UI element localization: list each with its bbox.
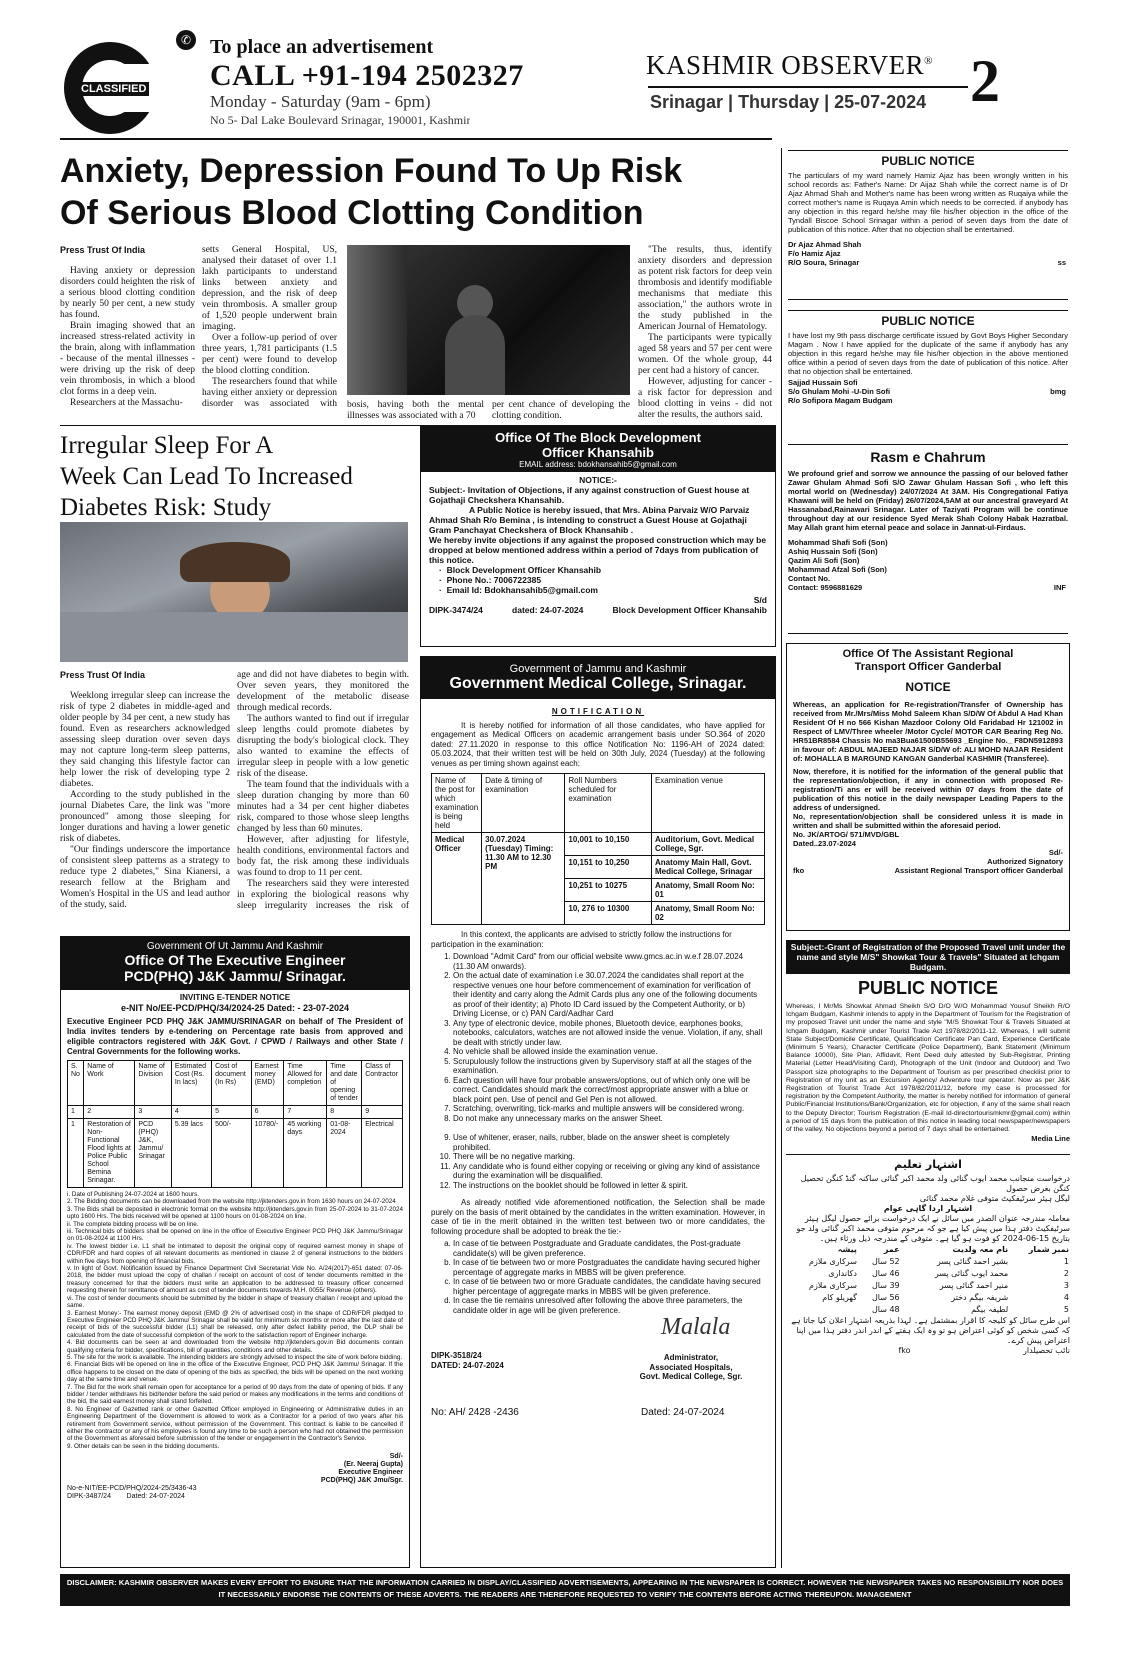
bdo-notice: Office Of The Block Development Officer Khansahib EMAIL address: bdokhansahib5@gmail.com NOTICE:- Subject:- Invitation of Objections, if any against construction of Guest house at Gojathaji Checkshera Khansahib. A Public Notice is hereby issued, that Mrs. Abina Parvaiz W/O Parvaiz Ahmad Shah R/o Bemina , is intending to construct a Guest House at Gojathaji Gram Panchayat Checkshera of Block Khansahib . We hereby invite objections if any against the proposed construction which may be dropped at below mentioned address within a period of 7days from publication of this notice. · Block Development Officer Khansahib · Phone No.: 7006722385 · Email Id: Bdokhansahib5@gmail.com S/d DIPK-3474/24 dated: 24-07-2024 Block Development Officer Khansahib xyxy=(420,425,776,647)
table-row: 4 شریفہ بیگم دختر 56 سال گھریلو کام xyxy=(822,1293,1069,1302)
right-col-divider xyxy=(781,148,782,1568)
table-row: 1 Restoration of Non-Functional Flood lights at Police Public School Bemina Srinagar. PCD (PHQ) J&K, Jammu/ Srinagar 5.39 lacs 500/- 10780/- 45 working days 01-08-2024 Electrical xyxy=(68,1119,403,1188)
tender-terms: i. Date of Publishing 24-07-2024 at 1600 hours. 2. The Bidding documents can be downloaded from the website http://jktenders.gov.in from 1630 hours on 24-07-2024 3. The Bids shall be deposited in electronic format on the website http://jktenders.gov.in from 25-07-2024 to 31-07-2024 upto 1600 Hrs. The bids received will be opened at 1100 hours on 01-08-2024 on line. ii. The complete bidding process will be on line. iii. Technical bids of bidders shall be opened on line in the office of Executive Engineer PCD PHQ J&K Jammu/Srinagar on 01-08-2024 at 1100 Hrs. iv. The lowest bidder i.e. L1 shall be intimated to deposit the original copy of required earnest money in shape of CDR/FDR and hard copies of all relevant documents as mentioned in clause 2 of general instructions to the bidders within five days from opening of financial bids. v. In light of Govt. Notification issued by Finance Department Civil Secretariat Vide No. A/24(2017)-651 dated: 07-06-2018, the bidder must upload the copy of challan / receipt on account of cost of tender documents remitted in the treasury concerned for that the bidders must write an application to be addressed to treasury officer concerned requesting therein for remittance of amount as cost of tender documents towards M.H. 0055/ Revenue (others). vi. The cost of tender documents should be submitted by the bidder in shape of treasury challan / receipt and upload the same. 3. Earnest Money:- The earnest money deposit (EMD @ 2% of advertised cost) in the shape of CDR/FDR pledged to Executive Engineer PCD PHQ J&K Jammu/ Srinagar shall be valid for minimum six months or more after the last date of receipt of bids of the successful bidder (L1) shall be released, only after defect liability period, the DLP shall be calculated from the date of successful completion of the work to the satisfaction report of Engineer incharge. 4. Bid documents can be seen at and downloaded from the website http://jktenders.gov.in Bid documents contain qualifying criteria for bidder, specifications, bill of quantities, conditions and other details. 5. The site for the work is available. The intending bidders are strongly advised to inspect the site of work before bidding. 6. Financial Bids will be opened on line in the office of the Executive Engineer, PCD PHQ J&K Jammu/ Srinagar. If the office happens to be closed on the date of opening of the bids as specified, the bids will be opened on the next working day at the same time and venue. 7. The Bid for the work shall remain open for acceptance for a period of 90 days from the date of opening of bids. If any bidder / tender withdraws his bid/tender before the said period or makes any modifications in the terms and conditions of the bid, the said earnest money shall stand forfeited. 8. No Engineer of Gazetted rank or other Gazetted Officer employed in Engineering or Administrative duties in an Engineering Department of the Government is allowed to work as a Contractor for a period of two years after his retirement from Government service, without permission of the Government. This contract is liable to be cancelled if either the contractor or any of his employees is found any time to be such a person who had not obtained the permission of the Government as aforesaid before submission of the tender or engagement in the Contractor's Service. 9. Other details can be seen in the bidding documents. xyxy=(67,1191,403,1450)
table-row: 5 لطیفہ بیگم 48 سال xyxy=(871,1305,1069,1314)
table-row: 2 محمد ایوب گنائی پسر 46 سال دکانداری xyxy=(828,1269,1069,1278)
article2-col1: Press Trust Of India Weeklong irregular sleep can increase the risk of type 2 diabetes in middle-aged and older people by 34 per cent, a new study has found. Even as researchers acknowledged assessing sleep duration over seven days may not capture long-term sleep patterns, they said changing this lifestyle factor can help lower the risk of developing type 2 diabetes. According to the study published in the journal Diabetes Care, the link was "more pronounced" among those sleeping for longer durations and having a lower genetic risk of diabetes. "Our findings underscore the importance of consistent sleep patterns as a strategy to reduce type 2 diabetes," Sina Kianersi, a research fellow at the Brigham and Women's Hospital in the US and lead author of the study, said. xyxy=(60,670,230,910)
table-row: 10,251 to 10275 Anatomy, Small Room No: 01 xyxy=(432,879,765,902)
table-row: 1 بشیر احمد گنائی پسر 52 سال سرکاری ملازم xyxy=(808,1257,1069,1266)
paper-name: KASHMIR OBSERVER® xyxy=(646,50,933,80)
article1-col5: "The results, thus, identify anxiety disorders and depression as potent risk factors for deep vein thrombosis and identify modifiable mechanisms that mediate this association," the authors wrote in the study published in the American Journal of Hematology. The participants were typically aged 58 years and 57 per cent were women. Of the whole group, 44 per cent had a history of cancer. However, adjusting for cancer - a risk factor for depression and blood clotting in veins - did not alter the results, the authors said. xyxy=(638,245,772,420)
ad-phone: CALL +91-194 2502327 xyxy=(210,59,524,92)
table-row: 3 منیر احمد گنائی پسر 39 سال سرکاری ملازم xyxy=(808,1281,1069,1290)
masthead-rule xyxy=(648,86,968,88)
article2-col2: age and did not have diabetes to begin with. Over seven years, they monitored the development of the metabolic disease through medical records. The authors wanted to find out if irregular sleep lengths could promote diabetes by disrupting the body's biological clock. They also wanted to examine the effects of irregular sleep in people with a low genetic risk of the disease. The team found that the individuals with a sleep duration changing by more than 60 minutes had a 34 per cent higher diabetes risk, compared to those whose sleep lengths changed by less than 60 minutes. However, after adjusting for lifestyle, health conditions, environmental factors and body fat, the risk among these individuals was found to drop to 11 per cent. The researchers said they were interested in exploring the biological reasons why sleep irregularity increases the risk of xyxy=(237,670,409,910)
notice-arto: Office Of The Assistant Regional Transport Officer Ganderbal NOTICE Whereas, an application for Re-registration/Transfer of Ownership has received from Mr./Mrs/Miss Mohd Saleem Khan S/D/W Of Abdul A Had Khan Resident Of H no 566 Kishan Mazdoor Colony Old Faridabad Hr 121002 in Respect of LMV/Three wheeler /Motor Cycle/ MOTOR CAR Bearing Reg No. HR51BR8584 Chassis No ma3Bua61500B55693 _Engine No._ F8DN5912893 in favour of: ABDUL MAJEED NAJAR S/D/W of: ALI MOHD NAJAR Resident of: MOHALLA B MARGUND KANGAN Ganderbal KASHMIR (Transferee). Now, therefore, it is notified for the information of the general public that the representation/objection, if any in connection with proposed Re-registration/Ti ans er will be received within 07 days from the date of publication of this notice in the daily newspaper Leading Papers to the address of undersigned. No, representation/objection shall be considered unless it is made in written and shall be submitted within the aforesaid period. No. JK/ARTOG/ 571/MVD/GBL Dated..23.07-2024 Sd/- Authorized Signatory fko Assistant Regional Transport officer Ganderbal xyxy=(786,643,1070,931)
top-rule xyxy=(60,138,772,140)
instructions-list: 1. Download "Admit Card" from our official website www.gmcs.ac.in w.e.f 28.07.2024 (11.30 AM onwards). 2. On the actual date of examination i.e 30.07.2024 the candidates shall report at the respective venues one hour before commencement of examination for verification of their identity and carry along the Admit Cards plus any one of the following documents as proof of their identity; a) Photo ID Card issued by the Competent Authority, or b) Driving License, or c) PAN Card/Aadhar Card 3. Any type of electronic device, mobile phones, Bluetooth device, earphones books, notebooks, calculators, watches are not allowed inside the venue. Violation, if any, shall be dealt with strictly under law. 4. No vehicle shall be allowed inside the examination venue. 5. Scrupulously follow the instructions given by Supervisory staff at all the stages of the examination. 6. Each question will have four probable answers/options, out of which only one will be correct. Candidates should mark the correct/most appropriate answer with a blue or black point pen. Use of pencil and Gel Pen is not allowed. 7. Scratching, overwriting, tick-marks and multiple answers will be considered wrong. 8. Do not make any unnecessary marks on the answer Sheet. 9. Use of whitener, eraser, nails, rubber, blade on the answer sheet is completely prohibited. 10. There will be no negative marking. 11. Any candidate who is found either copying or receiving or giving any kind of assistance during the examination will be disqualified. 12. The instructions on the booklet should be followed in letter & spirit. xyxy=(431,952,765,1190)
sleep-photo xyxy=(60,522,408,662)
table-row: 10,151 to 10,250 Anatomy Main Hall, Govt. Medical College, Srinagar xyxy=(432,856,765,879)
exam-venue-table xyxy=(431,773,765,925)
urdu-table-header: نمبر شمار نام معہ ولدیت عمر پیشہ xyxy=(837,1245,1069,1254)
exam-table-header: Name of the post for which examination is being held Date & timing of examination Roll Numbers scheduled for examination Examination venue xyxy=(432,774,765,833)
urdu-heirs-table xyxy=(786,1244,1070,1316)
notice-travel: Subject:-Grant of Registration of the Proposed Travel unit under the name and style M/S" Showkat Tour & Travels" Situated at Ichgam Budgam. PUBLIC NOTICE Whereas, I Mr/Ms Showkat Ahmad Sheikh S/O D/O W/O Mohammad Yousuf Sheikh R/O Ichgam Budgam, Kashmir intends to apply in the Department of Tourism for the Registration of my proposed Travel unit under the name and style "M/S Showkat Tour & Travels Situated at Ichgam Budgam, Kashmir under Tourist Trade Act 1978/82/2011-12. Whereas, I will submit State Subject/Domicile Certificate, Qualification Certificate Pan Card, Experience Certificate (Minimum 5 Years), Character Certificate (Police Department), Bank Statement (Minimum Balance 10000), Site Plan, Affidavit, Rent Deed duly attested by Sub-Registrar, Printing Material (Letter Head/Visiting Card), Photograph of the Unit (Indoor and Outdoor) and Two Passport size photographs to the Department of Tourism as per prescribed checklist prior to Registration of my unit as an Excursion Agency/ Adventure tour operator. Now as per J&K Registration of Tourist Trade Act 1978/82/2011/12, before my case is processed for registration by the Competent Authority, the matter is hereby notified for information of general Public/Financial Institutions/Bank/Organization, etc for objection, if any of the same shall reach to the Deputy Director; Tourism Registration (E-mail Id-directortourismkmr@gmail.com) within a period of 15 days from the publication of this notice in leading local newspaper/newspapers of the valley. No objections beyond a period of 7 days shall be entertained. Media Line xyxy=(786,942,1070,1144)
ad-address: No 5- Dal Lake Boulevard Srinagar, 190001, Kashmir xyxy=(210,113,471,127)
article1-col1: Press Trust Of India Having anxiety or depression disorders could heighten the risk of a serious blood clotting condition by nearly 50 per cent, a new study has found. Brain imaging showed that an increased stress-related activity in the brain, along with inflammation - because of the mental illnesses - were driving up the risk of deep vein thrombosis, in which a blood clot forms in a deep vein. Researchers at the Massachu- xyxy=(60,245,195,408)
gmc-notice: Government of Jammu and Kashmir Government Medical College, Srinagar. NOTIFICATION It is hereby notified for information of all those candidates, who have applied for engagement as Medical Officers on academic arrangement basis under SO.364 of 2020 dated: 27.11.2020 in response to this office Notification No: 1196-AH of 2024 dated: 05.03.2024, that their written test will be held on 30th July, 2024 (Tuesday) at the following venues as per timing shown against each: Name of the post for which examination is being held Date & timing of examination Roll Numbers scheduled for examination Examination venue Medical Officer 30.07.2024 (Tuesday) Timing: 11.30 AM to 12.30 PM 10,001 to 10,150 Auditorium, Govt. Medical College, Sgr. 10,151 to 10,250 Anatomy Main Hall, Govt. Medical College, Srinagar 10,251 to 10275 Anatomy, Small Room No: 01 10, 276 to 10300 Anatomy, Small Room No: 02 In this context, the applicants are advised to strictly follow the instructions for participation in the examination: 1. Download "Admit Card" from our official website www.gmcs.ac.in w.e.f 28.07.2024 (11.30 AM onwards). 2. On the actual date of examination i.e 30.07.2024 the candidates shall report at the respective venues one hour before commencement of examination for verification of their identity and carry along the Admit Cards plus any one of the following documents as proof of their identity; a) Photo ID Card issued by the Competent Authority, or b) Driving License, or c) PAN Card/Aadhar Card 3. Any type of electronic device, mobile phones, Bluetooth device, earphones books, notebooks, calculators, watches are not allowed inside the venue. Violation, if any, shall be dealt with strictly under law. 4. No vehicle shall be allowed inside the examination venue. 5. Scrupulously follow the instructions given by Supervisory staff at all the stages of the examination. 6. Each question will have four probable answers/options, out of which only one will be correct. Candidates should mark the correct/most appropriate answer with a blue or black point pen. Use of pencil and Gel Pen is not allowed. 7. Scratching, overwriting, tick-marks and multiple answers will be considered wrong. 8. Do not make any unnecessary marks on the answer Sheet. 9. Use of whitener, eraser, nails, rubber, blade on the answer sheet is completely prohibited. 10. There will be no negative marking. 11. Any candidate who is found either copying or receiving or giving any kind of assistance during the examination will be disqualified. 12. The instructions on the booklet should be followed in letter & spirit. As already notified vide aforementioned notification, the Selection shall be made purely on the basis of merit obtained by the candidates in the written examination. However, in case of tie in the merit obtained in the written test between two or more candidates, the following procedure shall be adopted to break the tie:- a. In case of tie between Postgraduate and Graduate candidates, the Post-graduate candidate(s) will be given preference. b. In case of tie between two or more Postgraduates the candidate having secured higher percentage of aggregate marks in MBBS will be given preference. c. In case of tie between two or more Graduate candidates, the candidate having secured higher percentage of aggregate marks in MBBS will be given preference. d. In case the tie remains unresolved after following the above three parameters, the candidate older in age will be given preference. DIPK-3518/24 DATED: 24-07-2024 Malala Administrator, Associated Hospitals, Govt. Medical College, Sgr. No: AH/ 2428 -2436 Dated: 24-07-2024 xyxy=(420,656,776,1568)
anxiety-photo xyxy=(347,245,630,395)
notice-rasm: Rasm e Chahrum We profound grief and sorrow we announce the passing of our beloved father Zawar Ghulam Ahmad Sofi S/O Zawar Ghulam Hassan Sofi , who left this mortal world on (Wednesday) 24/07/2024 At 3AM. His Congregational Fatiya Khawani will be held on (Friday) 26/07/2024,5AM at our ancestral graveyard At Hassanabad,Rainawari Srinagar. Later of Taziyati Program will be continue throughout day at our residence Syed Merak Shah Colony Habak Hazratbal. May Allah grant him eternal peace and solace in Jannat-ul-Firdaus. Mohammad Shafi Sofi (Son) Ashiq Hussain Sofi (Son) Qazim Ali Sofi (Son) Mohammad Afzal Sofi (Son) Contact No. Contact: 9596881629 INF xyxy=(788,444,1068,634)
page-number: 2 xyxy=(970,48,1000,114)
notice-urdu: اشتہار تعلیم درخواست منجانب محمد ایوب گنائی ولد محمد اکبر گنائی ساکنہ گنڈ کنگن تحصیل کنگن بغرض حصول لیگل ہیئر سرٹیفکیٹ متوفی غلام محمد گنائی اشتہار اردا گاہی عوام معاملہ مندرجہ عنوان الصدر میں سائل نے ایک درخواست برائے حصول لیگل ہیئر سرٹیفکیٹ دفتر ہذا میں پیش کیا ہے جو کہ مرحوم متوفی محمد اکبر گنائی ولد جو بتاریخ 15-06-2024 کو فوت ہو گیا ہے۔ متوفی کے مندرجہ ذیل ورثاء ہیں۔ نمبر شمار نام معہ ولدیت عمر پیشہ 1 بشیر احمد گنائی پسر 52 سال سرکاری ملازم 2 محمد ایوب گنائی پسر 46 سال دکانداری 3 منیر احمد گنائی پسر 39 سال سرکاری ملازم 4 شریفہ بیگم دختر 56 سال گھریلو کام 5 لطیفہ بیگم 48 سال اس طرح سائل کو کلیجہ کا اقرار بمشتمل ہے۔ لہذا بذریعہ اشتہار اعلان کیا جاتا ہے کہ کسی شخص کو کوئی اعتراض ہو تو وہ ایک ہفتے کے اندر اندر دفتر ہذا میں اپنا اعتراض پیش کرے۔ fko نائب تحصیلدار xyxy=(786,1154,1070,1366)
gmc-signature: Malala xyxy=(661,1314,731,1340)
disclaimer-bar: DISCLAIMER: KASHMIR OBSERVER MAKES EVERY EFFORT TO ENSURE THAT THE INFORMATION CARRIED IN DISPLAY/CLASSIFIED ADVERTISEMENTS, APPEARING IN THE NEWSPAPER IS CORRECT. HOWEVER THE NEWSPAPER TAKES NO RESPONSIBILITY NOR DOES IT NECESSARILY ENDORSE THE CONTENTS OF THESE ADVERTS. THE READERS ARE THEREFORE REQUESTED TO VERIFY THE CONTENTS BEFORE ACTING THEREUPON. MANAGEMENT xyxy=(60,1574,1070,1606)
tender-table xyxy=(67,1060,403,1188)
tender-table-numbers: 1 2 3 4 5 6 7 8 9 xyxy=(68,1106,403,1119)
tender-table-header: S. No Name of Work Name of Division Estimated Cost (Rs. In lacs) Cost of document (In Rs) Earnest money (EMD) Time Allowed for completion Time and date of opening of tender Class of Contractor xyxy=(68,1061,403,1106)
article1-col4: per cent chance of developing the clotting condition. xyxy=(492,400,630,421)
article2-headline: Irregular Sleep For A Week Can Lead To Increased Diabetes Risk: Study xyxy=(60,432,353,521)
table-row: 10, 276 to 10300 Anatomy, Small Room No: 02 xyxy=(432,902,765,925)
pwd-tender-notice: Government Of Ut Jammu And Kashmir Office Of The Executive Engineer PCD(PHQ) J&K Jammu/ Srinagar. INVITING E-TENDER NOTICE e-NIT No/EE-PCD/PHQ/34/2024-25 Dated: - 23-07-2024 Executive Engineer PCD PHQ J&K JAMMU/SRINAGAR on behalf of The President of India invites tenders by e-tendering on Percentage rate basis from approved and eligible contractors registered with J&K Govt. / CPWD / Railways and other State / Central Governments for the following works. S. No Name of Work Name of Division Estimated Cost (Rs. In lacs) Cost of document (In Rs) Earnest money (EMD) Time Allowed for completion Time and date of opening of tender Class of Contractor 1 2 3 4 5 6 7 8 9 1 Restoration of Non-Functional Flood lights at Police Public School Bemina Srinagar. PCD (PHQ) J&K, Jammu/ Srinagar 5.39 lacs 500/- 10780/- 45 working days 01-08-2024 Electrical i. Date of Publishing 24-07-2024 at 1600 hours. 2. The Bidding documents can be downloaded from the website http://jktenders.gov.in from 1630 hours on 24-07-2024 3. The Bids shall be deposited in electronic format on the website http://jktenders.gov.in from 25-07-2024 to 31-07-2024 upto 1600 Hrs. The bids received will be opened at 1100 hours on 01-08-2024 on line. ii. The complete bidding process will be on line. iii. Technical bids of bidders shall be opened on line in the office of Executive Engineer PCD PHQ J&K Jammu/Srinagar on 01-08-2024 at 1100 Hrs. iv. The lowest bidder i.e. L1 shall be intimated to deposit the original copy of required earnest money in shape of CDR/FDR and hard copies of all relevant documents as mentioned in clause 2 of general instructions to the bidders within five days from opening of financial bids. v. In light of Govt. Notification issued by Finance Department Civil Secretariat Vide No. A/24(2017)-651 dated: 07-06-2018, the bidder must upload the copy of challan / receipt on account of cost of tender documents remitted in the treasury concerned for that the bidders must write an application to be addressed to treasury officer concerned requesting therein for remittance of amount as cost of tender documents towards M.H. 0055/ Revenue (others). vi. The cost of tender documents should be submitted by the bidder in shape of treasury challan / receipt and upload the same. 3. Earnest Money:- The earnest money deposit (EMD @ 2% of advertised cost) in the shape of CDR/FDR pledged to Executive Engineer PCD PHQ J&K Jammu/ Srinagar shall be valid for minimum six months or more after the last date of receipt of bids of the successful bidder (L1) shall be released, only after defect liability period, the DLP shall be calculated from the date of successful completion of the work to the satisfaction report of Engineer incharge. 4. Bid documents can be seen at and downloaded from the website http://jktenders.gov.in Bid documents contain qualifying criteria for bidder, specifications, bill of quantities, conditions and other details. 5. The site for the work is available. The intending bidders are strongly advised to inspect the site of work before bidding. 6. Financial Bids will be opened on line in the office of the Executive Engineer, PCD PHQ J&K Jammu/ Srinagar. If the office happens to be closed on the date of opening of the bids as specified, the bids will be opened on the next working day at the same time and venue. 7. The Bid for the work shall remain open for acceptance for a period of 90 days from the date of opening of bids. If any bidder / tender withdraws his bid/tender before the said period or makes any modifications in the terms and conditions of the bid, the said earnest money shall stand forfeited. 8. No Engineer of Gazetted rank or other Gazetted Officer employed in Engineering or Administrative duties in an Engineering Department of the Government is allowed to work as a Contractor for a period of two years after his retirement from Government service, without permission of the Government. This contract is liable to be cancelled if either the contractor or any of his employees is found any time to be such a person who had not obtained the permission of the Government as aforesaid before submission of the tender or engagement in the Contractor's Service. 9. Other details can be seen in the bidding documents. Sd/- (Er. Neeraj Gupta) Executive Engineer PCD(PHQ) J&K Jmu/Sgr. No-e-NIT/EE-PCD/PHQ/2024-25/3436-43 DIPK-3487/24 Dated: 24-07-2024 xyxy=(60,936,410,1568)
article1-headline: Anxiety, Depression Found To Up Risk Of Serious Blood Clotting Condition xyxy=(60,152,683,232)
tie-rules-list: a. In case of tie between Postgraduate and Graduate candidates, the Post-graduate candidate(s) will be given preference. b. In case of tie between two or more Postgraduates the candidate having secured higher percentage of aggregate marks in MBBS will be given preference. c. In case of tie between two or more Graduate candidates, the candidate having secured higher percentage of aggregate marks in MBBS will be given preference. d. In case the tie remains unresolved after following the above three parameters, the candidate older in age will be given preference. xyxy=(431,1239,765,1315)
ad-hours: Monday - Saturday (9am - 6pm) xyxy=(210,92,431,111)
phone-icon: ✆ xyxy=(176,30,196,50)
table-row: Medical Officer 30.07.2024 (Tuesday) Timing: 11.30 AM to 12.30 PM 10,001 to 10,150 Auditorium, Govt. Medical College, Sgr. xyxy=(432,833,765,856)
article1-col3: bosis, having both the mental illnesses was associated with a 70 xyxy=(347,400,484,421)
notice-certificate: PUBLIC NOTICE I have lost my 9th pass discharge certificate issued by Govt Boys Higher Secondary Magam . Now I have applied for the duplicate of the same if anybody has any objection in this regard he/she may file his/her objection in the above mentioned office within a period of seven days from the date of publication of this notice. After that no objection shall be entertained. Sajjad Hussain Sofi S/o Ghulam Mohi -U-Din Sofi R/o Sofipora Magam Budgam bmg xyxy=(788,310,1068,430)
notice-name-change: PUBLIC NOTICE The particulars of my ward namely Hamiz Ajaz has been wrongly written in his school records as: Father's Name: Dr Aijaz Shah while the correct name is of Dr Ajaz Ahmad Shah and Mother's name has been wrong written as Ruqaiya while the correct mother's name is Ruqaya Amin which needs to be corrected. if anybody has any objection in this regard he/she may file his/her objection in the office of the Tyndall Biscoe School Srinagar within a period of seven days from the date of publication of this notice. After that no objection shall be entertained. Dr Ajaz Ahmad Shah F/o Hamiz Ajaz R/O Soura, Srinagar ss xyxy=(788,150,1068,300)
dateline: Srinagar | Thursday | 25-07-2024 xyxy=(650,92,927,112)
ad-line1: To place an advertisement xyxy=(210,36,434,58)
article1-col2: setts General Hospital, US, analysed their dataset of over 1.1 lakh participants to understand links between anxiety and depression, and the risk of deep vein thrombosis. A smaller group of 1,520 people underwent brain imaging. Over a follow-up period of over three years, 1,781 participants (1.5 per cent) were found to develop the blood clotting condition. The researchers found that while having either anxiety or depression disorder was associated with xyxy=(202,245,337,409)
classified-logo: CLASSIFIED xyxy=(60,38,168,138)
